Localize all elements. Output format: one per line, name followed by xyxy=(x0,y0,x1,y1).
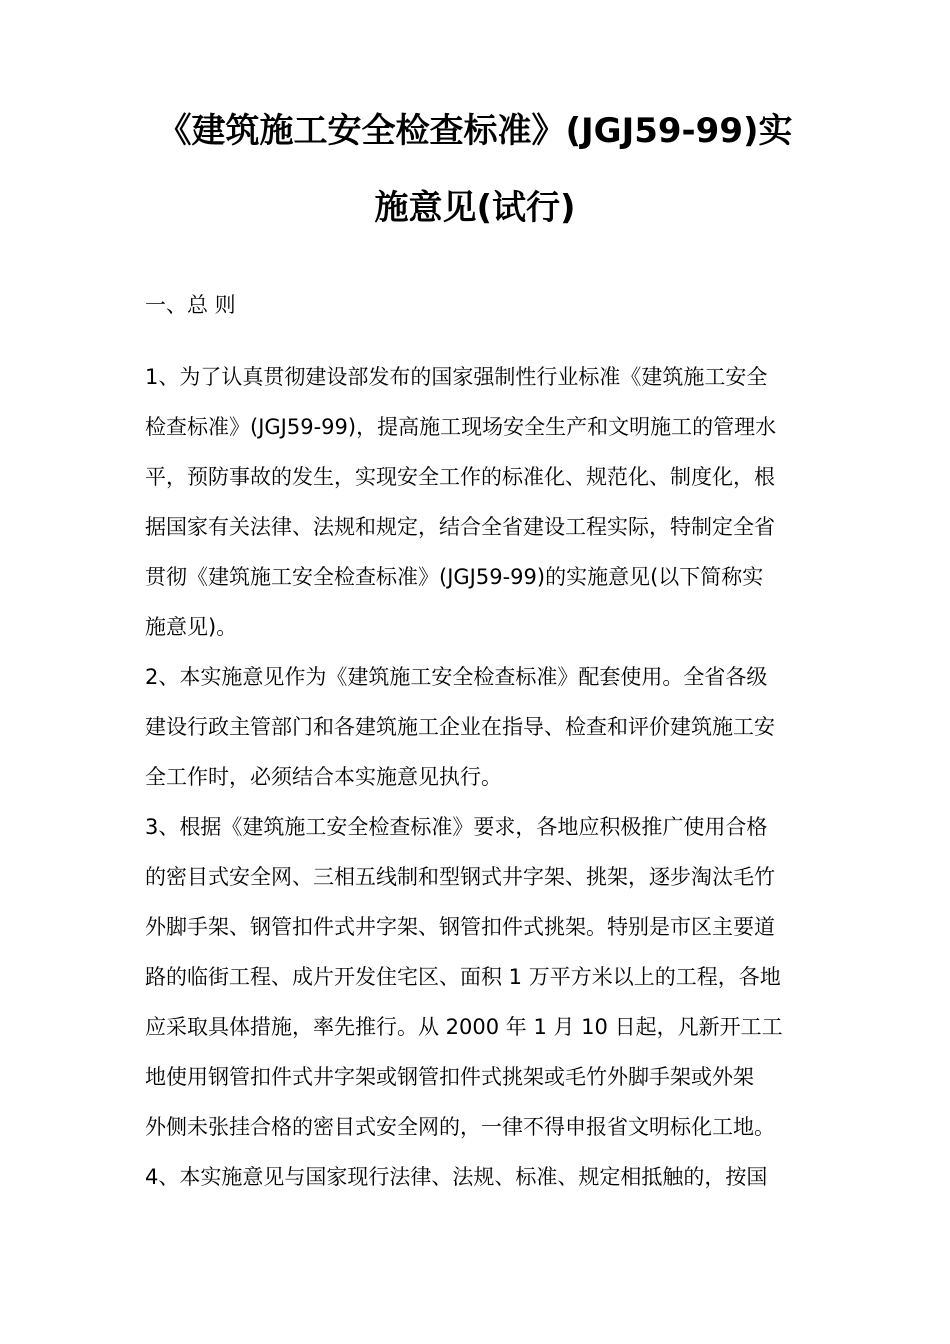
text-line: 2、本实施意见作为《建筑施工安全检查标准》配套使用。全省各级 xyxy=(145,665,768,689)
text-line: 应采取具体措施，率先推行。从 2000 年 1 月 10 日起，凡新开工工 xyxy=(145,1015,783,1039)
text-line: 的密目式安全网、三相五线制和型钢式井字架、挑架，逐步淘汰毛竹 xyxy=(145,865,775,889)
text-line: 路的临街工程、成片开发住宅区、面积 1 万平方米以上的工程，各地 xyxy=(145,965,781,989)
text-line: 外脚手架、钢管扣件式井字架、钢管扣件式挑架。特别是市区主要道 xyxy=(145,915,775,939)
text-line: 据国家有关法律、法规和规定，结合全省建设工程实际，特制定全省 xyxy=(145,515,775,539)
document-title-line-1: 《建筑施工安全检查标准》(JGJ59-99)实 xyxy=(157,111,793,151)
body-text xyxy=(145,352,807,1202)
text-line: 3、根据《建筑施工安全检查标准》要求，各地应积极推广使用合格 xyxy=(145,815,768,839)
text-line: 平，预防事故的发生，实现安全工作的标准化、规范化、制度化，根 xyxy=(145,465,775,489)
text-line: 贯彻《建筑施工安全检查标准》(JGJ59-99)的实施意见(以下简称实 xyxy=(145,565,764,589)
document-title-line-2: 施意见(试行) xyxy=(374,188,576,228)
text-line: 地使用钢管扣件式井字架或钢管扣件式挑架或毛竹外脚手架或外架 xyxy=(145,1065,754,1089)
section-heading: 一、总 则 xyxy=(145,293,236,317)
text-line: 4、本实施意见与国家现行法律、法规、标准、规定相抵触的，按国 xyxy=(145,1165,768,1189)
text-line: 外侧未张挂合格的密目式安全网的，一律不得申报省文明标化工地。 xyxy=(145,1115,775,1139)
text-line: 施意见)。 xyxy=(145,615,238,639)
text-line: 建设行政主管部门和各建筑施工企业在指导、检查和评价建筑施工安 xyxy=(145,715,775,739)
text-line: 1、为了认真贯彻建设部发布的国家强制性行业标准《建筑施工安全 xyxy=(145,365,768,389)
text-line: 检查标准》(JGJ59-99)，提高施工现场安全生产和文明施工的管理水 xyxy=(145,415,777,439)
text-line: 全工作时，必须结合本实施意见执行。 xyxy=(145,765,502,789)
